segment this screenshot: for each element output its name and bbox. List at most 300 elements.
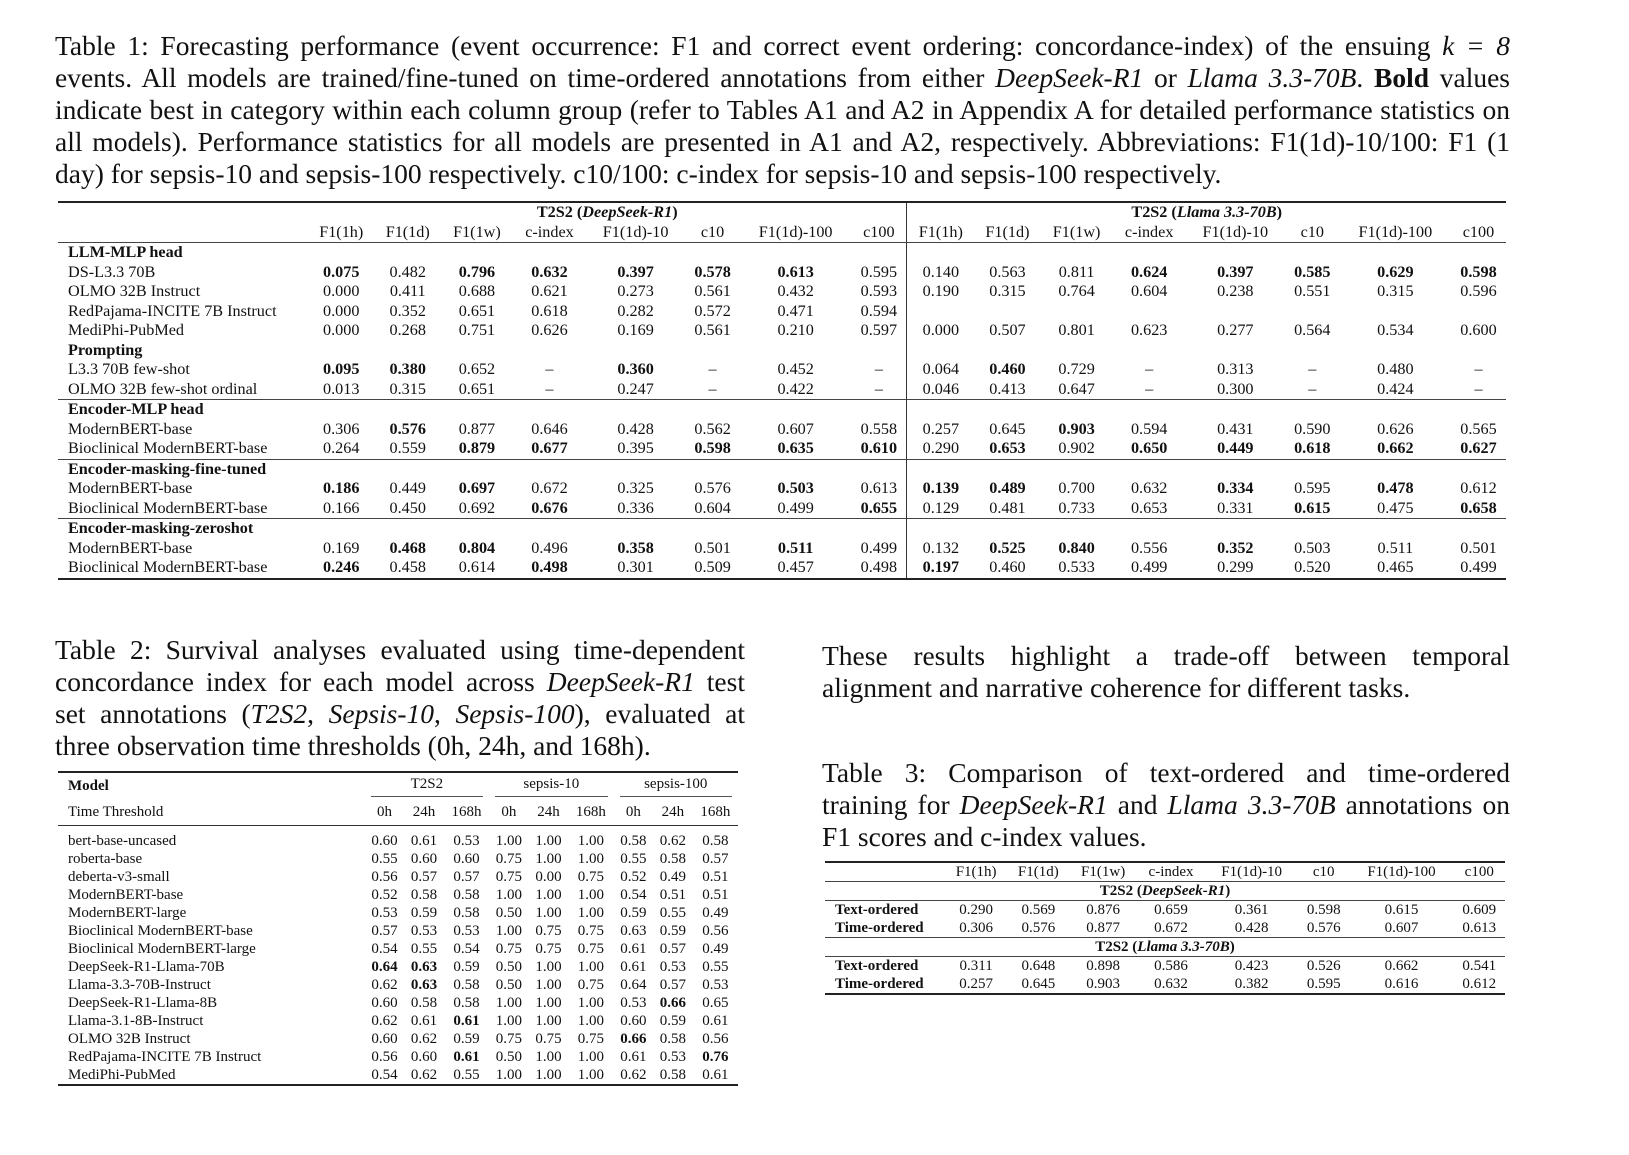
- empty-cell: [1285, 400, 1340, 420]
- value-text: 0.811: [1058, 262, 1095, 281]
- value-text: 0.55: [620, 851, 647, 867]
- column-header: F1(1d)-100: [740, 223, 851, 243]
- value-text: 0.247: [617, 379, 654, 398]
- caption-dataset-name: T2S2: [250, 698, 308, 729]
- value-cell: [568, 826, 613, 851]
- value-text: –: [545, 360, 554, 378]
- group-header-row: [825, 882, 1505, 901]
- value-text: 0.57: [659, 941, 687, 957]
- value-cell: [513, 558, 586, 579]
- value-text: 0.618: [531, 301, 568, 320]
- model-name: DeepSeek-R1-Llama-8B: [68, 995, 218, 1011]
- value-cell: [614, 826, 654, 851]
- empty-cell: [1041, 459, 1113, 479]
- value-cell: [568, 850, 613, 868]
- value-cell: [1186, 360, 1285, 380]
- value-cell: [740, 439, 851, 459]
- value-cell: [529, 922, 569, 940]
- value-cell: [907, 380, 974, 400]
- value-cell: [444, 1048, 489, 1066]
- value-cell: [693, 1030, 738, 1048]
- value-text: 0.594: [860, 301, 898, 320]
- value-cell: [1340, 439, 1451, 459]
- value-cell: 0.576: [1306, 920, 1341, 936]
- value-text: 0.489: [989, 479, 1026, 497]
- value-text: 0.411: [389, 282, 426, 300]
- empty-cell: [441, 243, 513, 263]
- empty-cell: [1113, 519, 1186, 539]
- value-cell: [685, 282, 740, 302]
- value-cell: [685, 558, 740, 579]
- value-text: 0.498: [531, 558, 568, 576]
- value-text: 0.652: [458, 360, 496, 378]
- value-cell: [740, 321, 851, 341]
- model-name: Llama-3.1-8B-Instruct: [68, 1013, 204, 1029]
- value-cell: [404, 850, 444, 868]
- value-text: 0.597: [860, 321, 898, 339]
- value-text: 0.672: [531, 479, 568, 497]
- threshold-label: 168h: [693, 799, 738, 826]
- value-cell: [441, 439, 513, 459]
- value-cell: [308, 558, 374, 579]
- caption-text: ), evaluated at three observation time thresholds (0h, 24h, and 168h).: [55, 698, 745, 761]
- value-cell: [1041, 420, 1113, 440]
- value-cell: 0.541: [1462, 958, 1497, 974]
- value-text: 0.54: [371, 1067, 398, 1083]
- value-text: 0.360: [617, 360, 654, 378]
- empty-cell: [1340, 243, 1451, 263]
- value-cell: [685, 321, 740, 341]
- table-row: [58, 1048, 738, 1066]
- value-cell: [1285, 479, 1340, 499]
- value-cell: [974, 439, 1040, 459]
- value-text: 0.632: [531, 262, 568, 281]
- value-text: 0.578: [694, 262, 731, 281]
- value-text: 1.00: [535, 995, 562, 1011]
- value-cell: [614, 868, 654, 886]
- value-cell: [308, 439, 374, 459]
- table-row: [58, 282, 1506, 302]
- value-cell: [740, 380, 851, 400]
- value-text: 0.49: [702, 905, 729, 921]
- section-name: Prompting: [68, 340, 143, 359]
- value-cell: [1113, 263, 1186, 283]
- value-text: 0.62: [371, 1013, 398, 1029]
- value-cell: [308, 479, 374, 499]
- value-cell: 0.576: [1021, 920, 1056, 936]
- value-text: 0.558: [860, 419, 898, 438]
- value-cell: [907, 263, 974, 283]
- value-cell: [740, 360, 851, 380]
- value-cell: 0.648: [1021, 958, 1056, 974]
- empty-cell: [974, 243, 1040, 263]
- value-cell: [365, 886, 405, 904]
- value-cell: [568, 1048, 613, 1066]
- value-text: 0.590: [1294, 419, 1331, 438]
- value-text: 0.313: [1217, 360, 1254, 378]
- value-cell: [374, 263, 440, 283]
- value-text: 0.610: [860, 439, 898, 457]
- value-text: 0.75: [535, 923, 562, 939]
- value-cell: [404, 904, 444, 922]
- section-header-row: [58, 400, 1506, 420]
- value-cell: [907, 558, 974, 579]
- value-text: 0.432: [777, 282, 814, 300]
- value-text: 0.61: [620, 959, 647, 975]
- value-cell: [586, 439, 685, 459]
- value-cell: [568, 904, 613, 922]
- value-text: 0.413: [989, 379, 1026, 398]
- value-text: 0.56: [371, 1049, 398, 1065]
- value-cell: [1041, 479, 1113, 499]
- value-text: 0.475: [1377, 498, 1414, 517]
- value-text: 0.613: [860, 479, 898, 497]
- value-cell: [907, 479, 974, 499]
- value-text: 0.598: [1460, 262, 1497, 281]
- value-cell: [1451, 321, 1506, 341]
- value-cell: [614, 922, 654, 940]
- table1-group-header-row: [58, 202, 1506, 223]
- value-cell: [653, 1048, 693, 1066]
- value-text: 0.50: [495, 959, 523, 975]
- caption-dataset-name: Sepsis-100: [455, 698, 575, 729]
- value-text: 0.534: [1377, 321, 1414, 339]
- value-text: 0.397: [617, 262, 654, 281]
- empty-cell: [1113, 341, 1186, 361]
- value-text: –: [708, 379, 717, 398]
- value-cell: [740, 420, 851, 440]
- value-cell: [441, 263, 513, 283]
- value-text: 0.688: [458, 282, 496, 300]
- value-cell: [374, 558, 440, 579]
- value-cell: [614, 1066, 654, 1085]
- value-cell: [513, 539, 586, 559]
- value-text: 0.75: [535, 941, 562, 957]
- value-cell: 0.612: [1462, 976, 1497, 992]
- value-cell: [693, 958, 738, 976]
- value-cell: [851, 380, 907, 400]
- value-cell: [974, 282, 1040, 302]
- value-cell: [444, 940, 489, 958]
- value-text: 1.00: [495, 995, 523, 1011]
- value-cell: [1041, 263, 1113, 283]
- table-row: [58, 1066, 738, 1085]
- value-text: 0.60: [371, 833, 398, 849]
- value-cell: [740, 282, 851, 302]
- table3-column-header-row: [825, 862, 1505, 882]
- empty-cell: [1340, 341, 1451, 361]
- value-text: 0.358: [617, 538, 654, 557]
- value-text: 1.00: [535, 959, 562, 975]
- threshold-label: 0h: [489, 799, 529, 826]
- value-cell: [444, 958, 489, 976]
- value-cell: [308, 302, 374, 322]
- value-text: 0.733: [1058, 498, 1095, 517]
- column-header: F1(1d)-100: [1340, 223, 1451, 243]
- table-row: [58, 976, 738, 994]
- value-text: 0.604: [1130, 282, 1168, 300]
- value-cell: [513, 282, 586, 302]
- value-cell: [365, 826, 405, 851]
- value-cell: [740, 499, 851, 519]
- value-text: 0.53: [371, 905, 398, 921]
- value-text: 0.54: [620, 887, 647, 903]
- value-cell: [529, 1030, 569, 1048]
- value-text: 0.58: [659, 1031, 687, 1047]
- group-header-deepseek: [308, 202, 907, 223]
- value-cell: [529, 1066, 569, 1085]
- value-cell: [1041, 302, 1113, 322]
- value-cell: [851, 263, 907, 283]
- value-cell: [374, 380, 440, 400]
- value-cell: [1041, 380, 1113, 400]
- table-row: [58, 904, 738, 922]
- column-header: F1(1w): [1081, 864, 1126, 880]
- value-text: 0.655: [860, 498, 898, 517]
- empty-cell: [1285, 459, 1340, 479]
- value-text: 0.58: [410, 887, 438, 903]
- table-row: [58, 826, 738, 851]
- value-text: 0.75: [577, 1031, 605, 1047]
- value-cell: [653, 850, 693, 868]
- value-cell: 0.659: [1154, 902, 1188, 918]
- value-text: 0.59: [659, 1013, 687, 1029]
- value-text: –: [1145, 379, 1154, 398]
- row-label: Text-ordered: [835, 958, 919, 974]
- value-cell: [851, 479, 907, 499]
- value-text: 0.50: [495, 977, 523, 993]
- row-label: Text-ordered: [835, 902, 919, 918]
- threshold-label: 0h: [614, 799, 654, 826]
- value-cell: [693, 1066, 738, 1085]
- group-model-name: Llama 3.3-70B: [1176, 203, 1277, 221]
- value-cell: [1451, 380, 1506, 400]
- value-text: 0.064: [922, 360, 960, 378]
- value-text: 0.334: [1217, 479, 1254, 497]
- column-header: F1(1h): [955, 864, 997, 880]
- value-cell: [693, 994, 738, 1012]
- threshold-label: 24h: [653, 799, 693, 826]
- value-text: 0.450: [389, 498, 426, 517]
- value-cell: [1340, 479, 1451, 499]
- value-cell: [1113, 499, 1186, 519]
- value-text: 0.62: [410, 1031, 438, 1047]
- value-text: 0.509: [694, 558, 731, 576]
- value-text: 1.00: [577, 833, 605, 849]
- value-cell: [568, 994, 613, 1012]
- value-text: 0.49: [702, 941, 729, 957]
- value-text: 0.55: [371, 851, 398, 867]
- caption-text: test set annotations (: [55, 666, 745, 729]
- value-cell: [404, 868, 444, 886]
- value-text: 1.00: [577, 959, 605, 975]
- value-text: 0.58: [659, 851, 687, 867]
- value-text: –: [874, 360, 883, 378]
- value-cell: [974, 263, 1040, 283]
- value-text: 0.352: [389, 301, 426, 320]
- value-text: 0.264: [323, 439, 360, 457]
- threshold-label: 168h: [444, 799, 489, 826]
- value-text: 0.585: [1294, 262, 1331, 281]
- empty-cell: [586, 400, 685, 420]
- table2-survival: [58, 771, 738, 1086]
- value-cell: [529, 826, 569, 851]
- value-cell: 0.877: [1086, 920, 1120, 936]
- value-text: 0.481: [989, 498, 1026, 517]
- value-text: 0.422: [777, 379, 814, 398]
- value-cell: [404, 1066, 444, 1085]
- value-text: 0.61: [620, 941, 647, 957]
- model-header: Model: [68, 778, 109, 794]
- empty-cell: [685, 519, 740, 539]
- value-cell: [974, 380, 1040, 400]
- value-cell: [1113, 321, 1186, 341]
- empty-cell: [586, 243, 685, 263]
- value-cell: [513, 420, 586, 440]
- group-suffix: ): [1225, 883, 1231, 899]
- value-cell: [851, 282, 907, 302]
- value-cell: [907, 302, 974, 322]
- value-cell: [586, 380, 685, 400]
- empty-cell: [907, 341, 974, 361]
- value-text: 0.238: [1217, 282, 1254, 300]
- caption-text: ,: [434, 698, 456, 729]
- value-text: 0.75: [495, 851, 523, 867]
- value-cell: [489, 1030, 529, 1048]
- value-text: 0.257: [922, 419, 960, 438]
- value-text: 0.50: [495, 905, 523, 921]
- empty-cell: [1285, 243, 1340, 263]
- value-cell: [529, 868, 569, 886]
- value-cell: [444, 922, 489, 940]
- value-cell: [441, 420, 513, 440]
- value-cell: [693, 850, 738, 868]
- value-text: 0.52: [620, 869, 647, 885]
- empty-cell: [740, 341, 851, 361]
- value-text: 0.197: [922, 558, 960, 576]
- value-text: 0.431: [1217, 419, 1254, 438]
- caption-text: Table 1: Forecasting performance (event occurrence: F1 and correct event ordering: concordance-index) of the ensuing: [55, 30, 1443, 61]
- model-name: bert-base-uncased: [68, 833, 177, 849]
- value-text: 0.482: [389, 262, 426, 281]
- value-text: 0.478: [1377, 479, 1414, 497]
- value-text: 0.613: [777, 262, 814, 281]
- value-text: 0.604: [694, 498, 731, 517]
- value-cell: [489, 976, 529, 994]
- value-cell: [365, 976, 405, 994]
- value-cell: [365, 868, 405, 886]
- value-text: 0.59: [620, 905, 647, 921]
- value-cell: 0.598: [1306, 902, 1341, 918]
- section-name: Encoder-masking-fine-tuned: [58, 459, 308, 479]
- empty-cell: [851, 519, 907, 539]
- threshold-label: 24h: [404, 799, 444, 826]
- row-label: Time-ordered: [835, 920, 924, 936]
- value-text: 1.00: [577, 1049, 605, 1065]
- value-cell: [1340, 302, 1451, 322]
- value-cell: [614, 904, 654, 922]
- value-cell: [653, 1066, 693, 1085]
- value-cell: [308, 539, 374, 559]
- value-cell: [851, 302, 907, 322]
- value-cell: [1285, 282, 1340, 302]
- value-text: 0.646: [531, 419, 568, 438]
- group-header-llama: [907, 202, 1506, 223]
- value-cell: [444, 1012, 489, 1030]
- table-row: [58, 868, 738, 886]
- group-model-name: Llama 3.3-70B: [1137, 939, 1230, 955]
- column-header: F1(1d)-10: [1186, 223, 1285, 243]
- empty-cell: [685, 459, 740, 479]
- value-cell: [374, 539, 440, 559]
- model-name: ModernBERT-base: [68, 419, 193, 438]
- group-name: sepsis-10: [495, 775, 607, 797]
- value-text: 0.624: [1130, 262, 1168, 281]
- column-header: c100: [1451, 223, 1506, 243]
- value-cell: [441, 282, 513, 302]
- value-text: 0.480: [1377, 360, 1414, 378]
- value-cell: 0.423: [1234, 958, 1269, 974]
- value-cell: [1451, 302, 1506, 322]
- value-text: 0.53: [453, 923, 480, 939]
- caption-text: or: [1143, 62, 1188, 93]
- table-row: [58, 1030, 738, 1048]
- caption-model-name: DeepSeek-R1: [546, 666, 695, 697]
- value-cell: [653, 868, 693, 886]
- empty-cell: [1186, 400, 1285, 420]
- value-cell: [685, 302, 740, 322]
- value-text: 0.593: [860, 282, 898, 300]
- value-text: 0.801: [1058, 321, 1095, 339]
- model-name: ModernBERT-base: [68, 479, 193, 497]
- section-header-row: [58, 243, 1506, 263]
- value-cell: [1451, 539, 1506, 559]
- column-header: c10: [1285, 223, 1340, 243]
- value-cell: [365, 940, 405, 958]
- value-cell: [851, 499, 907, 519]
- value-text: 0.277: [1217, 321, 1254, 339]
- value-cell: 0.361: [1234, 902, 1269, 918]
- value-cell: [1340, 321, 1451, 341]
- value-cell: [586, 282, 685, 302]
- value-cell: [404, 976, 444, 994]
- table-row: [58, 499, 1506, 519]
- value-text: 0.559: [389, 439, 426, 457]
- empty-cell: [740, 400, 851, 420]
- value-cell: [365, 958, 405, 976]
- value-text: 0.501: [1460, 538, 1497, 557]
- value-text: 0.51: [702, 887, 729, 903]
- value-cell: [740, 558, 851, 579]
- value-cell: [907, 360, 974, 380]
- value-text: 0.59: [453, 959, 480, 975]
- value-cell: [308, 263, 374, 283]
- value-cell: [693, 1012, 738, 1030]
- table-row: [825, 975, 1505, 994]
- empty-cell: [907, 519, 974, 539]
- value-cell: [907, 282, 974, 302]
- value-cell: [489, 994, 529, 1012]
- value-cell: [489, 922, 529, 940]
- value-cell: [529, 1048, 569, 1066]
- value-cell: [685, 420, 740, 440]
- value-text: 0.498: [860, 558, 898, 576]
- value-cell: [404, 922, 444, 940]
- value-text: 0.54: [453, 941, 480, 957]
- value-text: 1.00: [535, 887, 562, 903]
- value-cell: [1451, 360, 1506, 380]
- value-cell: [568, 1030, 613, 1048]
